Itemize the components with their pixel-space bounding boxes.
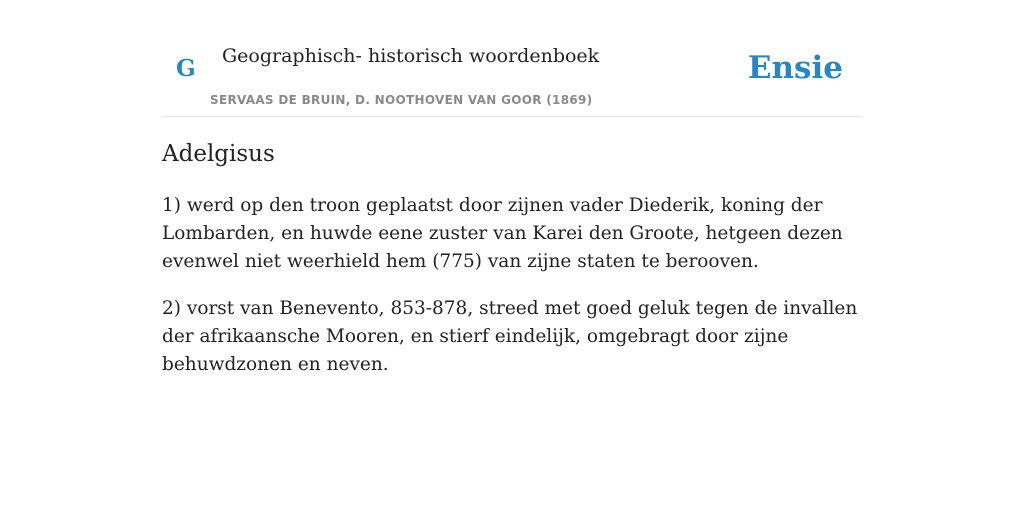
book-title[interactable]: Geographisch- historisch woordenboek [222,45,600,67]
book-author: SERVAAS DE BRUIN, D. NOOTHOVEN VAN GOOR (1869) [210,93,593,107]
ensie-logo[interactable]: Ensie [747,50,843,86]
entry-paragraph-2: 2) vorst van Benevento, 853-878, streed met goed geluk tegen de invallen der afrikaansche Mooren, en stierf eindelijk, omgebragt door zijne behuwdzonen en neven. [162,298,858,375]
letter-index-link[interactable]: G [176,55,196,82]
entry-paragraph-1: 1) werd op den troon geplaatst door zijnen vader Diederik, koning der Lombarden, en huwde eene zuster van Karei den Groote, hetgeen dezen evenwel niet weerhield hem (775) van zijne staten te berooven. [162,195,843,272]
book-header [162,0,862,117]
entry-content [162,138,866,398]
entry-title: Adelgisus [162,141,275,167]
